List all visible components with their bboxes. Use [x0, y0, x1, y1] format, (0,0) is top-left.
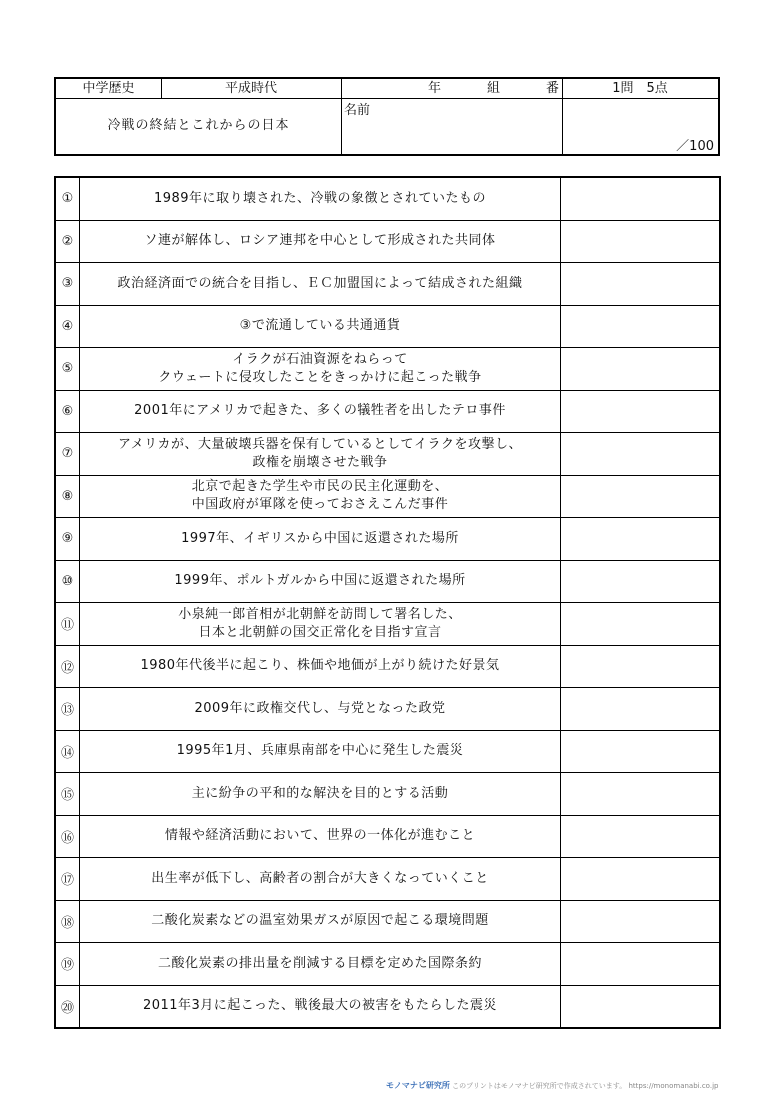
question-line: 1989年に取り壊された、冷戦の象徴とされていたもの: [153, 190, 487, 206]
question-line: 主に紛争の平和的な解決を目的とする活動: [191, 785, 449, 801]
question-line: 二酸化炭素の排出量を削減する目標を定めた国際条約: [157, 955, 482, 971]
question-line: 1980年代後半に起こり、株価や地価が上がり続けた好景気: [140, 658, 500, 674]
class-year-label: 年: [428, 81, 442, 96]
question-text: [80, 390, 561, 433]
question-line: 北京で起きた学生や市民の民主化運動を、: [191, 479, 449, 495]
question-number: ⑩: [55, 560, 80, 603]
subject-label: 中学歴史: [82, 81, 135, 96]
question-row: [55, 688, 720, 731]
question-row: [55, 943, 720, 986]
question-row: [55, 348, 720, 391]
question-text: [80, 263, 561, 306]
question-row: [55, 645, 720, 688]
question-number: ⑯: [55, 815, 80, 858]
question-row: [55, 220, 720, 263]
question-text: [80, 985, 561, 1028]
question-line: 2011年3月に起こった、戦後最大の被害をもたらした震災: [142, 998, 498, 1014]
question-text: [80, 560, 561, 603]
question-row: [55, 390, 720, 433]
question-text: [80, 730, 561, 773]
question-line: 中国政府が軍隊を使っておさえこんだ事件: [191, 497, 449, 513]
class-number-label: 番: [546, 81, 560, 96]
question-line: 2001年にアメリカで起きた、多くの犠牲者を出したテロ事件: [134, 403, 506, 419]
question-text: [80, 433, 561, 476]
answer-field[interactable]: [561, 433, 721, 476]
score-total: ／100: [676, 139, 714, 154]
header-box: [54, 77, 720, 156]
question-number: ⑪: [55, 603, 80, 646]
era-label: 平成時代: [224, 81, 277, 96]
question-text: [80, 815, 561, 858]
site-logo: モノマナビ研究所: [386, 1081, 450, 1090]
question-row: [55, 518, 720, 561]
question-row: [55, 730, 720, 773]
question-number: ⑮: [55, 773, 80, 816]
question-text: [80, 603, 561, 646]
question-line: 1995年1月、兵庫県南部を中心に発生した震災: [176, 743, 464, 759]
question-text: [80, 348, 561, 391]
footer-note: このプリントはモノマナビ研究所で作成されています。 https://monomanabi.co.jp: [452, 1082, 719, 1090]
answer-field[interactable]: [561, 348, 721, 391]
question-text: [80, 177, 561, 220]
answer-field[interactable]: [561, 773, 721, 816]
question-line: アメリカが、大量破壊兵器を保有しているとしてイラクを攻撃し、: [117, 436, 523, 452]
question-line: 政権を崩壊させた戦争: [252, 454, 388, 470]
page-title: 冷戦の終結とこれからの日本: [107, 118, 290, 133]
question-number: ⑥: [55, 390, 80, 433]
question-line: 日本と北朝鮮の国交正常化を目指す宣言: [198, 624, 442, 640]
question-text: [80, 773, 561, 816]
answer-field[interactable]: [561, 390, 721, 433]
question-text: [80, 518, 561, 561]
question-row: [55, 773, 720, 816]
question-number: ⑱: [55, 900, 80, 943]
answer-field[interactable]: [561, 263, 721, 306]
question-number: ③: [55, 263, 80, 306]
score-field[interactable]: [566, 101, 714, 131]
question-number: ⑨: [55, 518, 80, 561]
question-row: [55, 560, 720, 603]
question-number: ⑳: [55, 985, 80, 1028]
question-text: [80, 858, 561, 901]
question-line: 二酸化炭素などの温室効果ガスが原因で起こる環境問題: [151, 913, 489, 929]
question-row: [55, 475, 720, 518]
question-line: 政治経済面での統合を目指し、ＥＣ加盟国によって結成された組織: [117, 275, 523, 291]
question-row: [55, 985, 720, 1028]
question-row: [55, 900, 720, 943]
question-number: ⑲: [55, 943, 80, 986]
question-number: ⑧: [55, 475, 80, 518]
question-row: [55, 858, 720, 901]
answer-field[interactable]: [561, 220, 721, 263]
question-line: イラクが石油資源をねらって: [232, 351, 408, 367]
question-line: クウェートに侵攻したことをきっかけに起こった戦争: [158, 369, 482, 385]
answer-field[interactable]: [561, 475, 721, 518]
answer-field[interactable]: [561, 305, 721, 348]
points-per-question: 1問 5点: [612, 81, 668, 96]
question-number: ④: [55, 305, 80, 348]
footer: [386, 1080, 718, 1091]
answer-field[interactable]: [561, 688, 721, 731]
question-number: ⑦: [55, 433, 80, 476]
answer-field[interactable]: [561, 560, 721, 603]
question-row: [55, 433, 720, 476]
question-line: ソ連が解体し、ロシア連邦を中心として形成された共同体: [144, 233, 496, 249]
question-row: [55, 815, 720, 858]
answer-field[interactable]: [561, 645, 721, 688]
answer-field[interactable]: [561, 730, 721, 773]
answer-field[interactable]: [561, 900, 721, 943]
question-line: 情報や経済活動において、世界の一体化が進むこと: [164, 828, 476, 844]
answer-field[interactable]: [561, 815, 721, 858]
question-text: [80, 688, 561, 731]
question-text: [80, 900, 561, 943]
divider: [341, 79, 342, 154]
answer-field[interactable]: [561, 985, 721, 1028]
question-text: [80, 220, 561, 263]
question-line: 1997年、イギリスから中国に返還された場所: [181, 530, 459, 546]
answer-field[interactable]: [561, 177, 721, 220]
question-number: ⑬: [55, 688, 80, 731]
class-group-label: 組: [487, 81, 501, 96]
question-row: [55, 305, 720, 348]
question-text: [80, 475, 561, 518]
question-row: [55, 177, 720, 220]
question-line: 2009年に政権交代し、与党となった政党: [194, 700, 446, 716]
question-row: [55, 603, 720, 646]
question-row: [55, 263, 720, 306]
question-line: ③で流通している共通通貨: [239, 318, 401, 334]
answer-field[interactable]: [561, 603, 721, 646]
answer-field[interactable]: [561, 943, 721, 986]
question-number: ①: [55, 177, 80, 220]
question-line: 出生率が低下し、高齢者の割合が大きくなっていくこと: [151, 870, 489, 886]
question-line: 1999年、ポルトガルから中国に返還された場所: [174, 573, 466, 589]
question-text: [80, 645, 561, 688]
question-table: [54, 176, 721, 1029]
name-field[interactable]: [346, 115, 558, 151]
name-label: 名前: [344, 103, 371, 118]
answer-field[interactable]: [561, 518, 721, 561]
question-number: ⑭: [55, 730, 80, 773]
answer-field[interactable]: [561, 858, 721, 901]
question-line: 小泉純一郎首相が北朝鮮を訪問して署名した、: [178, 606, 462, 622]
question-number: ②: [55, 220, 80, 263]
question-number: ⑤: [55, 348, 80, 391]
question-text: [80, 943, 561, 986]
question-text: [80, 305, 561, 348]
question-number: ⑫: [55, 645, 80, 688]
question-number: ⑰: [55, 858, 80, 901]
